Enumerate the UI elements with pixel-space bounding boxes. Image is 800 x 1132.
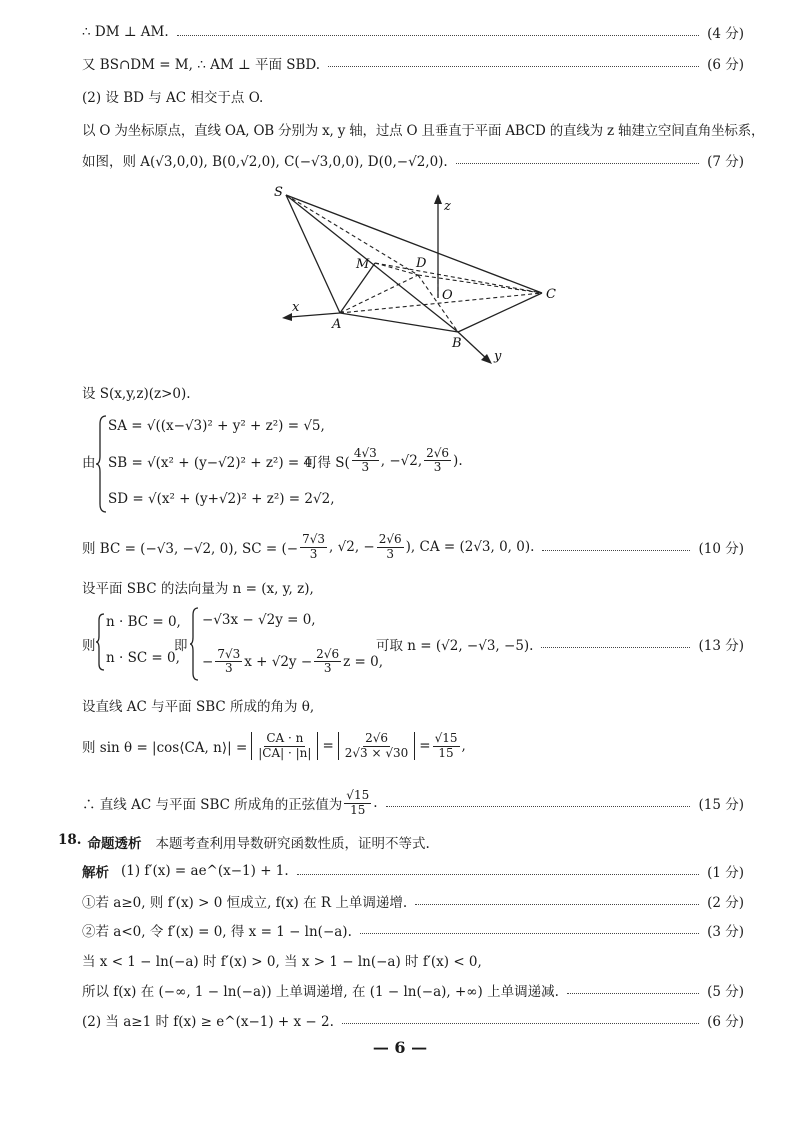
leader-dots [360,933,699,934]
s-x-fraction [352,447,379,474]
system-2-right-1: −√3x − √2y = 0, [202,612,316,628]
system-1-prefix: 由 [82,455,96,471]
line-7-text-a: 则 BC = (−√3, −√2, 0), SC = (− [82,541,299,557]
label-C: C [546,287,556,302]
system-2-result-line [376,632,744,656]
den: 2√3 × √30 [344,745,409,760]
system-2-result: 可取 n = (√2, −√3, −5). [376,638,534,654]
system-2-right-2 [202,648,383,675]
leader-dots [542,550,690,551]
points-label: (13 分) [698,638,744,654]
line-15 [82,948,744,972]
section-title: 命题透析 [87,836,142,852]
points-label: (6 分) [707,57,744,73]
fraction-2 [345,732,409,759]
text: z = 0, [343,653,383,670]
edge-DC [418,275,542,293]
text: x + √2y − [244,653,313,670]
edge-SB [286,195,458,332]
edge-SD [286,195,418,275]
num: 2√6 [378,532,402,547]
label-x: x [292,300,300,315]
line-12-text: (1) f′(x) = ae^(x−1) + 1. [121,863,289,879]
points-label: (2 分) [707,895,744,911]
line-7-text-c: ), CA = (2√3, 0, 0). [405,539,535,555]
label-y: y [494,349,502,364]
points-label: (6 分) [707,1014,744,1030]
line-5-text: 如图，则 A(√3,0,0), B(0,√2,0), C(−√3,0,0), D(0,−√2,0). [82,154,448,170]
edge-MC [375,263,542,293]
edge-MD [375,263,418,275]
den: |CA| · |n| [258,745,312,760]
label-z: z [444,199,451,214]
leader-dots [328,66,699,67]
abs-bars [251,732,318,759]
end: , [461,738,466,754]
leader-dots [567,993,699,994]
eq: = [322,738,334,754]
line-2-text: 又 BS∩DM = M, ∴ AM ⊥ 平面 SBD. [82,57,321,73]
end: . [373,795,378,811]
points-label: (1 分) [707,865,744,881]
result-text: 可得 S( [304,454,350,471]
line-4-text: 以 O 为坐标原点，直线 OA, OB 分别为 x, y 轴，过点 O 且垂直于平面 ABCD 的直线为 z 轴建立空间直角坐标系， [82,123,765,139]
points-label: (10 分) [698,541,744,557]
system-2-left-1: n · BC = 0, [106,614,181,630]
fraction-3 [433,732,460,759]
system-2-left-2: n · SC = 0, [106,650,180,666]
num: 7√3 [302,532,326,547]
result-text: ). [453,452,463,469]
den: 3 [323,661,332,676]
system-1-result [304,447,463,474]
den: 3 [433,460,442,475]
fraction-1 [258,732,311,759]
line-3 [82,84,744,108]
sign: − [202,653,214,670]
system-2-prefix: 则 [82,638,96,654]
num: 2√6 [316,647,340,661]
line-14-text: ②若 a<0, 令 f′(x) = 0, 得 x = 1 − ln(−a). [82,924,352,940]
answer-fraction [344,789,371,816]
coef-fraction [215,648,242,675]
section-number: 18. [58,832,82,848]
edge-BC [458,293,542,332]
num: 7√3 [217,647,241,661]
line-1-text: ∴ DM ⊥ AM. [82,24,169,40]
line-4 [82,117,765,141]
line-9-text: 设直线 AC 与平面 SBC 所成的角为 θ, [82,699,315,715]
edge-AD [340,275,418,313]
line-11-text: ∴ 直线 AC 与平面 SBC 所成角的正弦值为 [82,797,343,813]
edge-AB [340,313,458,332]
line-1 [82,20,744,44]
points-label: (3 分) [707,924,744,940]
line-13-text: ①若 a≥0, 则 f′(x) > 0 恒成立, f(x) 在 R 上单调递增. [82,895,408,911]
line-17-text: (2) 当 a≥1 时 f(x) ≥ e^(x−1) + x − 2. [82,1014,334,1030]
line-17 [82,1008,744,1032]
num: √15 [346,788,370,803]
den: 3 [386,546,394,561]
edge-AC [340,293,542,313]
line-2 [82,51,744,75]
num: 2√6 [426,446,450,460]
line-6-text: 设 S(x,y,z)(z>0). [82,386,191,402]
den: 15 [350,802,366,817]
system-2-mid: 即 [174,638,188,654]
section-desc: 本题考查利用导数研究函数性质，证明不等式. [155,836,430,852]
line-8-text: 设平面 SBC 的法向量为 n = (x, y, z), [82,581,314,597]
leader-dots [456,163,699,164]
leader-dots [415,904,699,905]
label-A: A [332,317,342,332]
coef-fraction [314,648,341,675]
label-O: O [442,288,453,303]
label-S: S [274,185,283,200]
system-1-eq-1: SA = √((x−√3)² + y² + z²) = √5, [108,418,325,434]
section-18-header [58,832,430,852]
line-7-text-b: , √2, − [329,539,375,555]
leader-dots [177,35,699,36]
points-label: (4 分) [707,26,744,42]
system-1-eq-2: SB = √(x² + (y−√2)² + z²) = 4, [108,455,317,471]
leader-dots [342,1023,699,1024]
leader-dots [386,806,691,807]
page-number: — 6 — [372,1038,428,1057]
num: CA · n [266,731,304,746]
line-13 [82,889,744,913]
den: 3 [309,546,318,561]
brace-1 [96,414,108,514]
num: 2√6 [365,731,388,746]
y-axis [458,332,488,360]
line-9 [82,693,744,717]
abs-bars [338,732,416,759]
num: √15 [434,731,458,746]
result-text: , −√2, [380,452,423,469]
points-label: (7 分) [707,154,744,170]
pyramid-figure [270,180,570,370]
line-6 [82,380,744,404]
eq: = [419,738,431,754]
points-label: (5 分) [707,984,744,1000]
label-M: M [356,257,370,272]
den: 3 [361,460,370,475]
s-z-fraction [424,447,451,474]
system-1-eq-3: SD = √(x² + (y+√2)² + z²) = 2√2, [108,491,335,507]
line-12 [82,859,744,883]
points-label: (15 分) [698,797,744,813]
line-10 [82,724,466,768]
sc-x-fraction [300,533,327,560]
line-14 [82,918,744,942]
line-10-lead: 则 sin θ = |cos⟨CA, n⟩| = [82,740,248,756]
label-B: B [452,336,462,351]
z-arrow [434,194,442,204]
line-15-text: 当 x < 1 − ln(−a) 时 f′(x) > 0, 当 x > 1 − ln(−a) 时 f′(x) < 0, [82,954,482,970]
line-16-text: 所以 f(x) 在 (−∞, 1 − ln(−a)) 上单调递增, 在 (1 − ln(−a), +∞) 上单调递减. [82,984,559,1000]
brace-3 [190,606,200,682]
den: 3 [224,661,233,676]
label-D: D [416,256,427,271]
leader-dots [297,874,699,875]
line-7 [82,532,744,562]
num: 4√3 [353,446,377,460]
analysis-label: 解析 [82,865,109,881]
brace-2 [96,612,106,672]
line-16 [82,978,744,1002]
line-5 [82,148,744,172]
leader-dots [541,647,690,648]
line-3-text: (2) 设 BD 与 AC 相交于点 O. [82,90,264,106]
line-8 [82,575,744,599]
den: 15 [438,745,454,760]
x-arrow [282,313,292,321]
line-11 [82,788,744,818]
sc-z-fraction [377,533,404,560]
